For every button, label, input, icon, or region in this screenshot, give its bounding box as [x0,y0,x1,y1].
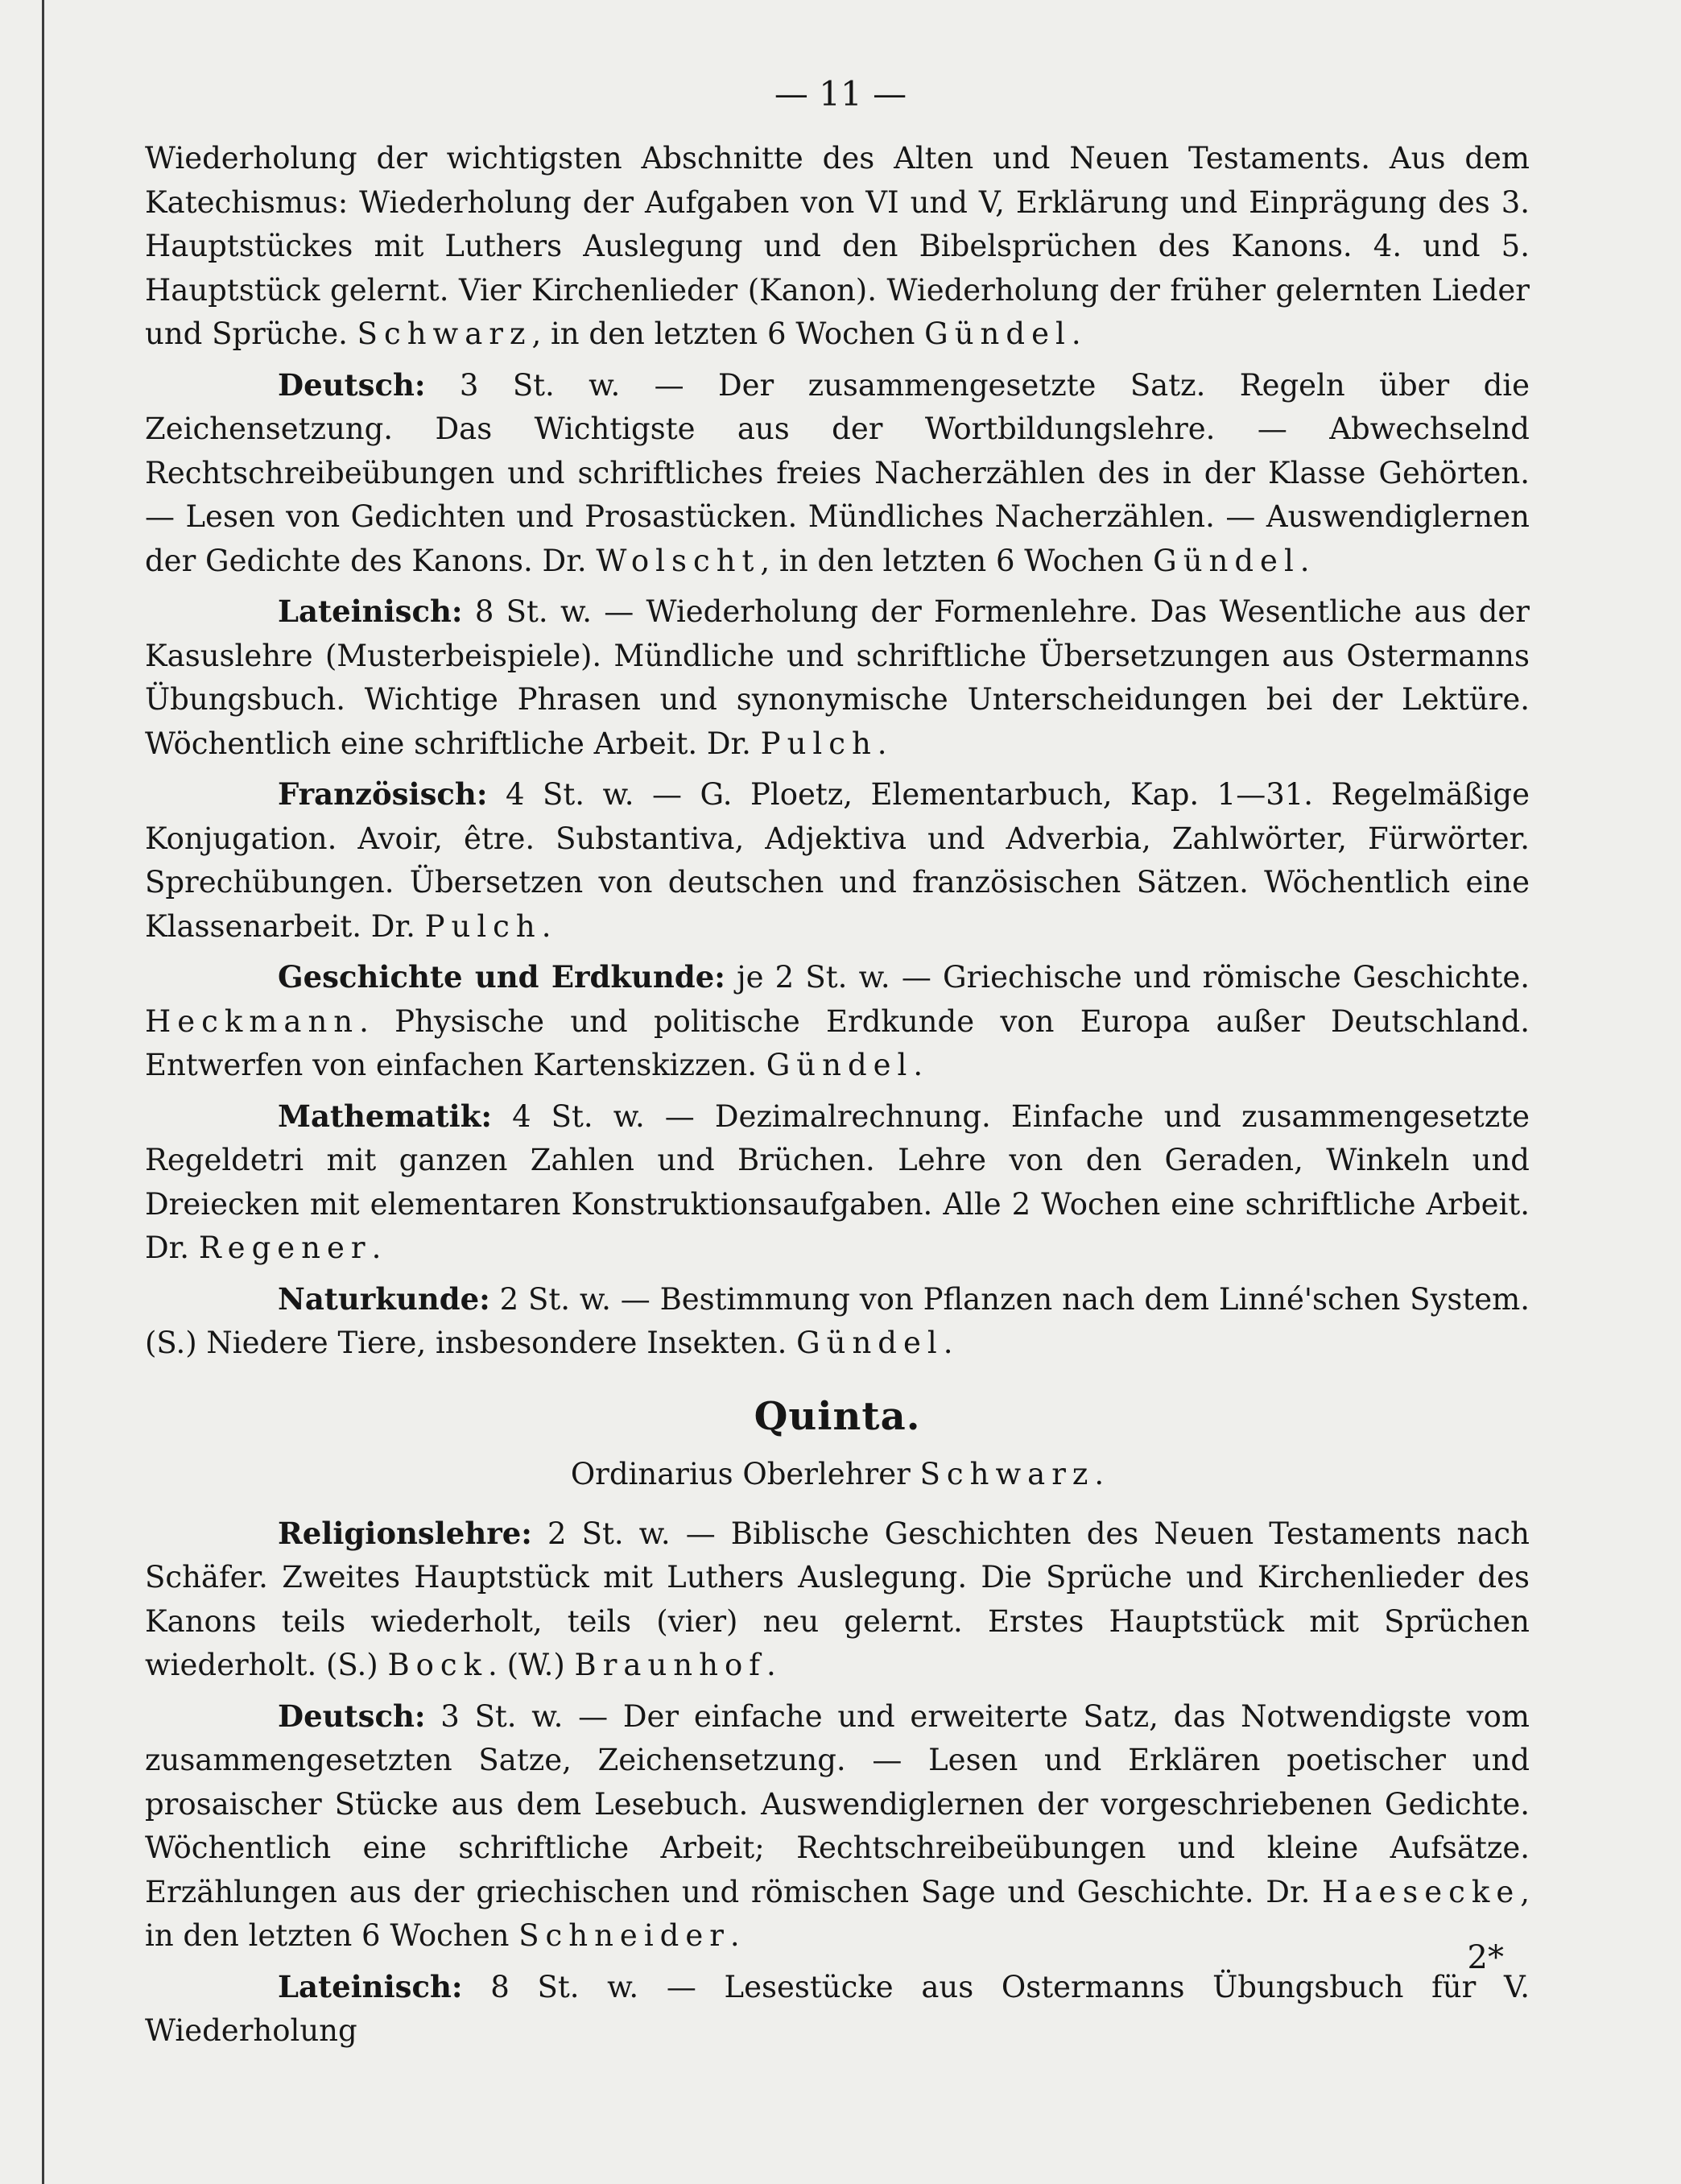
subject-label: Deutsch: [278,366,426,403]
subject-end: . [766,1648,776,1682]
intro-end: . [1071,316,1081,351]
subject-label: Französisch: [278,776,488,812]
subject-end: . [729,1918,740,1953]
subject-mid: . (W.) [488,1648,565,1682]
quarta-mathematik [145,1094,1530,1271]
teacher-name: Gündel [1153,543,1300,578]
teacher-name: Pulch [424,908,542,944]
ordinarius-name: Schwarz [919,1457,1095,1491]
intro-paragraph [145,137,1530,357]
teacher-name: Gündel [766,1048,914,1082]
subject-tail: , in den letzten 6 Wochen [760,543,1144,578]
signature-mark: 2* [1467,1939,1504,1976]
ordinarius-label: Ordinarius Oberlehrer [570,1457,911,1491]
intro-teacher-1: Schwarz [357,316,532,351]
subject-label: Naturkunde: [278,1280,490,1317]
subject-text: 3 St. w. — Der einfache und erweiterte Satz, das Notwendigste vom zusammengesetzten Satze, Zeichensetzung. — Lesen und Erklären poetischer und prosaischer Stücke aus dem Lesebuch. Auswendiglernen der vorgeschriebenen Gedichte. Wöchentlich eine schriftliche Arbeit; Rechtschreibeübungen und kleine Aufsätze. Erzählungen aus der griechischen und römischen Sage und Geschichte. Dr. [145,1698,1530,1909]
quarta-lateinisch [145,589,1530,766]
section-title-quinta: Quinta. [754,1393,921,1439]
subject-end: . [371,1231,382,1265]
teacher-name: Haesecke [1322,1874,1521,1909]
teacher-name: Schneider [518,1918,730,1953]
subject-end: . [943,1326,953,1360]
quarta-deutsch [145,363,1530,584]
teacher-name: Gündel [796,1326,944,1360]
teacher-name: Wolscht [596,543,761,578]
teacher-name: Regener [198,1231,372,1265]
page-content [145,137,1530,2060]
subject-tail: , in den letzten 6 Wochen [145,1874,1530,1953]
ordinarius-end: . [1094,1457,1105,1491]
subject-text: je 2 St. w. — Griechische und römische Geschichte. [737,960,1530,995]
quinta-lateinisch [145,1965,1530,2054]
subject-end: . [1299,543,1310,578]
subject-text: 4 St. w. — G. Ploetz, Elementarbuch, Kap. 1—31. Regelmäßige Konjugation. Avoir, être. Substantiva, Adjektiva und Adverbia, Zahlwörter, Fürwörter. Sprechübungen. Übersetzen von deutschen und französischen Sätzen. Wöchentlich eine Klassenarbeit. Dr. [145,777,1530,944]
quinta-deutsch [145,1694,1530,1959]
teacher-name: Pulch [760,726,878,761]
subject-mid: . Physische und politische Erdkunde von Europa außer Deutschland. Entwerfen von einfachen Kartenskizzen. [145,1003,1530,1082]
page-number: — 11 — [774,74,907,114]
subject-label: Lateinisch: [278,1968,463,2004]
subject-text: 4 St. w. — Dezimalrechnung. Einfache und zusammengesetzte Regeldetri mit ganzen Zahlen und Brüchen. Lehre von den Geraden, Winkeln und Dreiecken mit elementaren Konstruktionsaufgaben. Alle 2 Wochen eine schriftliche Arbeit. Dr. [145,1098,1530,1265]
subject-end: . [913,1048,923,1082]
subject-text: 2 St. w. — Biblische Geschichten des Neuen Testaments nach Schäfer. Zweites Hauptstück mit Luthers Auslegung. Die Sprüche und Kirchenlieder des Kanons teils wiederholt, teils (vier) neu gelernt. Erstes Hauptstück mit Sprüchen wiederholt. (S.) [145,1516,1530,1682]
subject-text: 8 St. w. — Lesestücke aus Ostermanns Übungsbuch für V. Wiederholung [145,1969,1530,2048]
intro-teacher-2: Gündel [924,316,1072,351]
subject-text: 8 St. w. — Wiederholung der Formenlehre. Das Wesentliche aus der Kasuslehre (Musterbeispiele). Mündliche und schriftliche Übersetzungen aus Ostermanns Übungsbuch. Wichtige Phrasen und synonymische Unterscheidungen bei der Lektüre. Wöchentlich eine schriftliche Arbeit. Dr. [145,594,1530,761]
quarta-geschichte-erdkunde [145,955,1530,1088]
subject-text: 2 St. w. — Bestimmung von Pflanzen nach dem Linné'schen System. (S.) Niedere Tiere, insbesondere Insekten. [145,1281,1530,1360]
subject-label: Deutsch: [278,1698,426,1734]
subject-label: Mathematik: [278,1098,493,1134]
quarta-franzoesisch [145,772,1530,949]
teacher-name: Bock [387,1648,489,1682]
quinta-ordinarius [145,1453,1530,1497]
subject-end: . [541,908,551,944]
subject-label: Religionslehre: [278,1515,532,1551]
subject-end: . [877,726,887,761]
subject-label: Lateinisch: [278,594,463,629]
intro-text: Wiederholung der wichtigsten Abschnitte des Alten und Neuen Testaments. Aus dem Katechismus: Wiederholung der Aufgaben von VI und V, Erklärung und Einprägung des 3. Hauptstückes mit Luthers Auslegung und den Bibelsprüchen des Kanons. 4. und 5. Hauptstück gelernt. Vier Kirchenlieder (Kanon). Wiederholung der früher gelernten Lieder und Sprüche. [145,141,1530,351]
quinta-religionslehre [145,1512,1530,1688]
intro-connector: , in den letzten 6 Wochen [531,316,915,351]
quarta-naturkunde [145,1277,1530,1366]
subject-label: Geschichte und Erdkunde: [278,959,725,995]
subject-text: 3 St. w. — Der zusammengesetzte Satz. Regeln über die Zeichensetzung. Das Wichtigste aus der Wortbildungslehre. — Abwechselnd Rechtschreibeübungen und schriftliches freies Nacherzählen des in der Klasse Gehörten. — Lesen von Gedichten und Prosastücken. Mündliches Nacherzählen. — Auswendiglernen der Gedichte des Kanons. Dr. [145,367,1530,578]
teacher-name: Braunhof [574,1648,766,1682]
teacher-name: Heckmann [145,1003,360,1039]
